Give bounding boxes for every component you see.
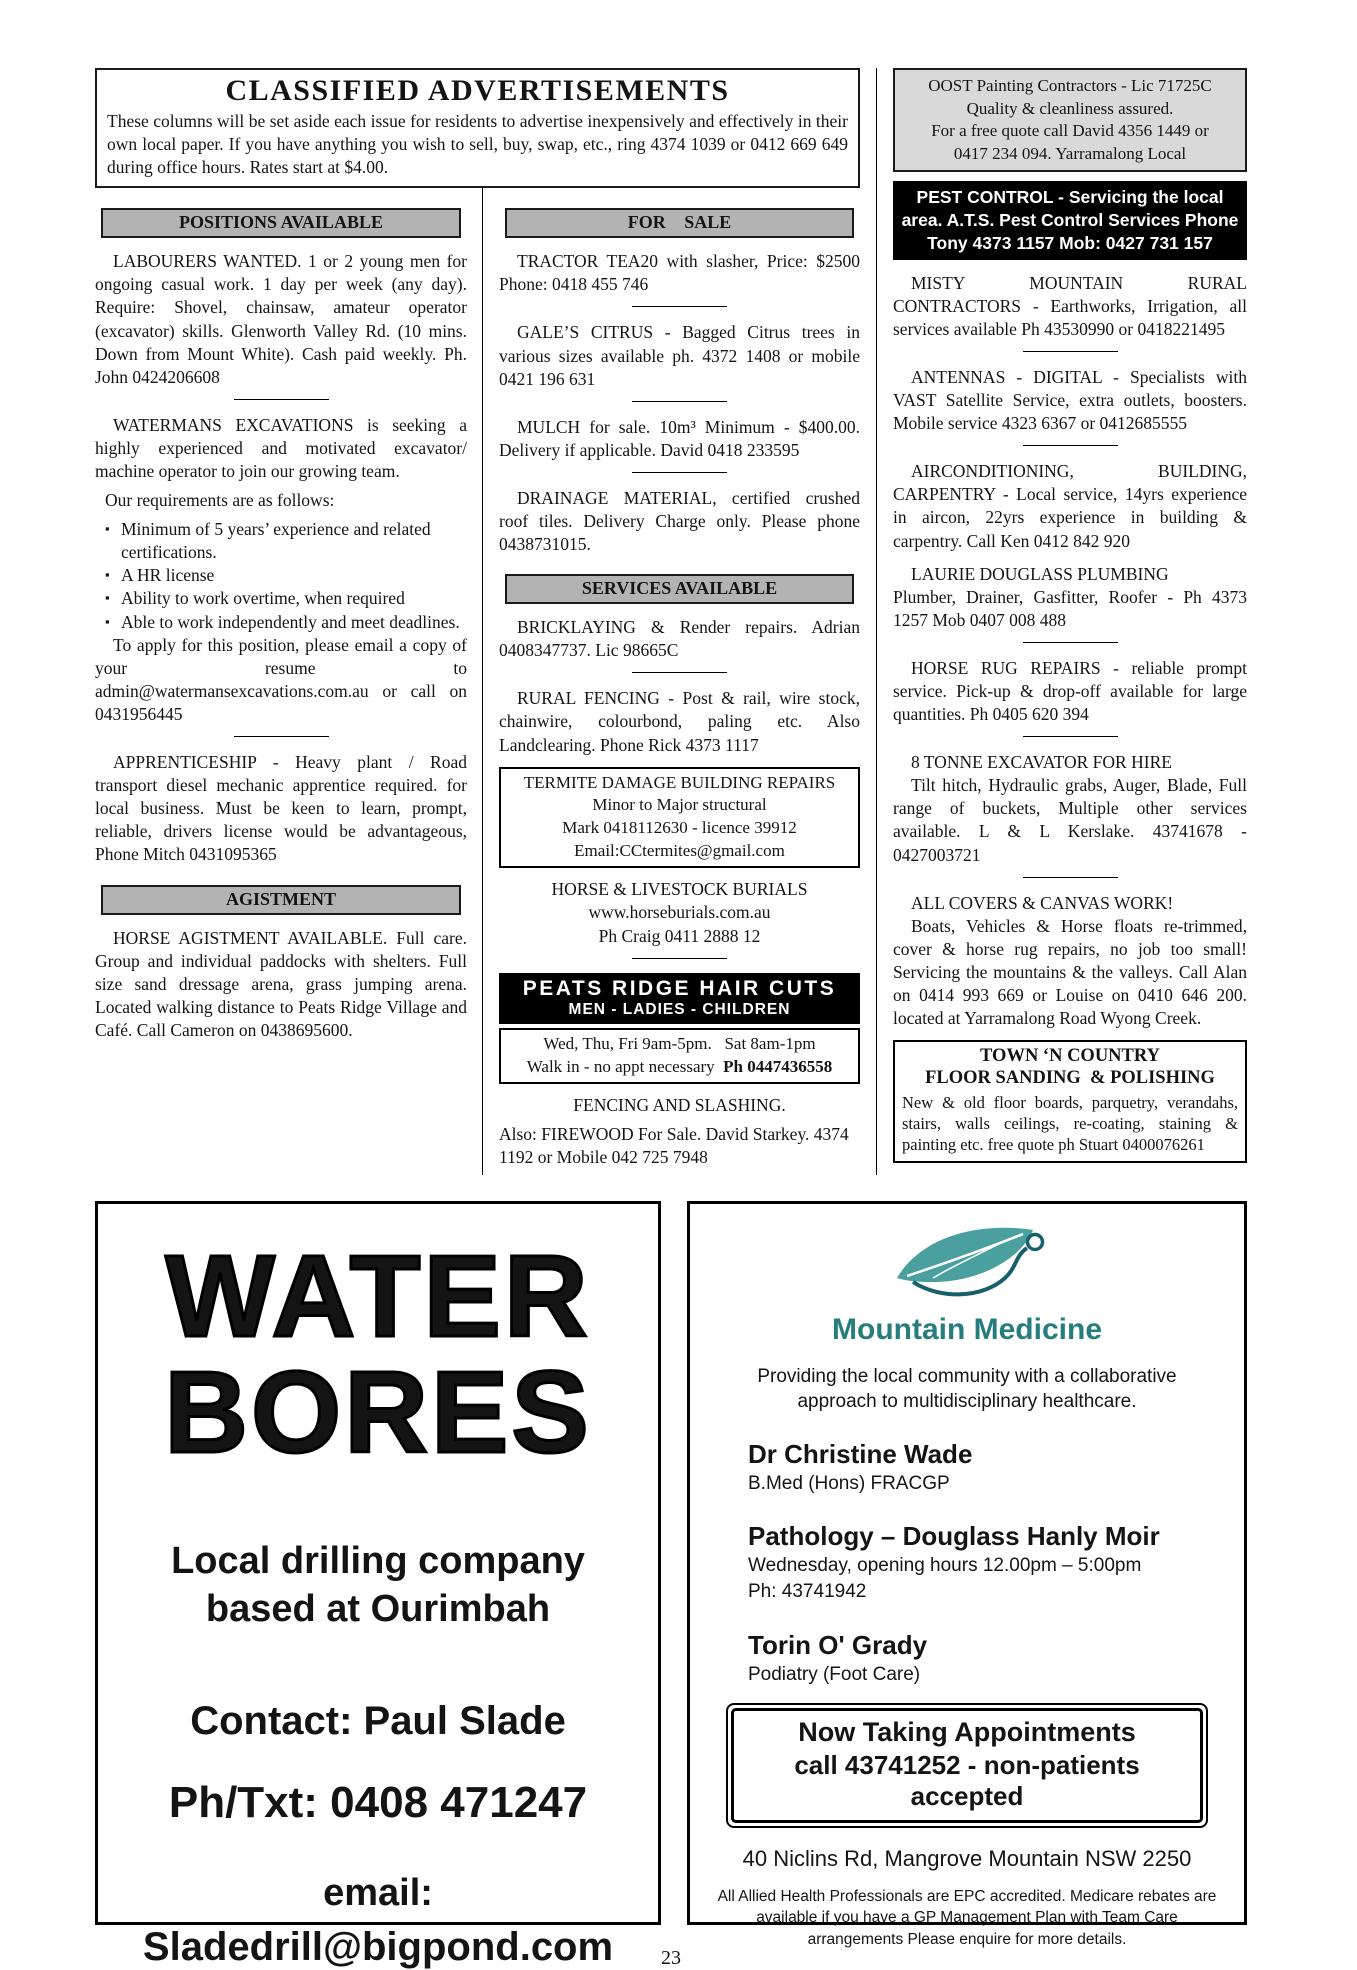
haircuts-title: PEATS RIDGE HAIR CUTS [522,977,837,1001]
ad-separator [632,306,727,307]
oost-line-4: 0417 234 094. Yarramalong Local [953,143,1187,163]
floor-title-2: FLOOR SANDING & POLISHING [925,1068,1215,1089]
pest-line-2: area. A.T.S. Pest Control Services Phone [901,210,1239,231]
appointments-title: Now Taking Appointments [798,1716,1136,1747]
ad-horse-burials [499,878,860,948]
provider-gp-cred: B.Med (Hons) FRACGP [748,1472,950,1494]
haircuts-walkin: Walk in - no appt necessary [526,1056,724,1076]
termite-line-1: TERMITE DAMAGE BUILDING REPAIRS [523,772,836,792]
classifieds-masthead [95,68,860,188]
ad-watermans-req-2: ▪ A HR license [95,564,467,587]
water-bores-email: Sladedrill@bigpond.com [142,1925,614,1970]
ad-water-bores [95,1201,661,1970]
ad-watermans-req-4: ▪ Able to work independently and meet deadlines. [95,611,467,634]
ad-tractor: TRACTOR TEA20 with slasher, Price: $2500 Phone: 0418 455 746 [499,251,860,295]
ad-separator [234,736,329,737]
provider-gp-name: Dr Christine Wade [748,1438,973,1469]
ad-separator [632,401,727,402]
ad-covers-heading: ALL COVERS & CANVAS WORK! [911,892,1174,913]
water-bores-title-1: WATER [165,1231,591,1362]
ad-horse-rug: HORSE RUG REPAIRS - reliable prompt service. Pick-up & drop-off available for large quantities. Ph 0405 620 394 [893,657,1247,725]
classifieds-left-group [95,68,860,1175]
oost-line-2: Quality & cleanliness assured. [966,98,1174,118]
section-header-services: SERVICES AVAILABLE [505,574,854,604]
appointments-box [726,1703,1208,1828]
ad-watermans-req-label: Our requirements are as follows: [105,490,335,511]
ad-separator [1023,445,1118,446]
provider-podiatry-detail: Podiatry (Foot Care) [748,1663,921,1685]
ad-separator [632,672,727,673]
ad-apprenticeship: APPRENTICESHIP - Heavy plant / Road transport diesel mechanic apprentice required. for local business. Must be keen to learn, prompt, reliable, drivers license would be advantageous, Phone Mitch 0431095365 [95,752,467,865]
haircuts-walkin-line [503,1056,856,1079]
ad-separator [1023,351,1118,352]
ad-haircuts-hours-box [499,1028,860,1084]
ad-gales-citrus: GALE’S CITRUS - Bagged Citrus trees in various sizes available ph. 4372 1408 or mobile 0421 196 631 [499,322,860,389]
ad-horse-agistment: HORSE AGISTMENT AVAILABLE. Full care. Group and individual paddocks with shelters. Full size sand dressage arena, grass jumping arena. Located walking distance to Peats Ridge Village and Café. Call Cameron on 0438695600. [95,927,467,1040]
ad-plumbing-body: Plumber, Drainer, Gasfitter, Roofer - Ph 4373 1257 Mob 0407 008 488 [893,586,1247,630]
provider-gp [748,1439,1160,1496]
provider-pathology-hours: Wednesday, opening hours 12.00pm – 5:00pm [748,1555,1142,1577]
termite-line-4: Email:CCtermites@gmail.com [574,840,785,860]
water-bores-phone: Ph/Txt: 0408 471247 [168,1778,588,1828]
ad-bricklaying: BRICKLAYING & Render repairs. Adrian 0408347737. Lic 98665C [499,617,860,661]
ad-excavator-body: Tilt hitch, Hydraulic grabs, Auger, Blade, Full range of buckets, Multiple other services available. L & L Kerslake. 43741678 - 0427003721 [893,775,1247,865]
ad-watermans-req-3: ▪ Ability to work overtime, when required [95,587,467,610]
oost-line-1: OOST Painting Contractors - Lic 71725C [928,76,1212,95]
ad-separator [1023,877,1118,878]
floor-body: New & old floor boards, parquetry, verandahs, stairs, walls ceilings, re-coating, staining & painting etc. free quote ph Stuart 0400076261 [902,1092,1238,1155]
haircuts-phone: Ph 0447436558 [723,1056,833,1076]
provider-list [716,1439,1160,1697]
ad-separator [234,399,329,400]
section-header-agistment: AGISTMENT [101,885,461,915]
ad-separator [1023,642,1118,643]
newspaper-page [95,68,1247,1970]
burials-line-3: Ph Craig 0411 2888 12 [598,925,761,946]
appointments-detail: call 43741252 - non-patients accepted [794,1749,1140,1811]
section-header-for-sale: FOR SALE [505,208,854,238]
mountain-medicine-address: 40 Niclins Rd, Mangrove Mountain NSW 2250 [742,1845,1192,1871]
pest-line-1: PEST CONTROL - Servicing the local [916,187,1224,208]
ad-fencing-slashing-body: Also: FIREWOOD For Sale. David Starkey. 4374 1192 or Mobile 042 725 7948 [499,1124,849,1168]
provider-podiatry-name: Torin O' Grady [748,1629,928,1660]
classifieds-intro-text: These columns will be set aside each issue for residents to advertise inexpensively and effectively in their own local paper. If you have anything you wish to sell, buy, swap, etc., ring 4374 1039 or 0412 669 649 during office hours. Rates start at $4.00. [107,111,848,177]
ad-separator [632,958,727,959]
ad-oost-painting-box [893,68,1247,172]
classified-columns [95,188,860,1175]
water-bores-title-2: BORES [164,1347,592,1478]
section-header-positions: POSITIONS AVAILABLE [101,208,461,238]
ad-covers-body: Boats, Vehicles & Horse floats re-trimmed, cover & horse rug repairs, no job too small! Servicing the mountains & the valleys. Call Alan on 0414 993 669 or Louise on 0410 646 200. located at Yarramalong Road Wyong Creek. [893,915,1247,1029]
mountain-medicine-logo [883,1220,1051,1311]
ad-termite-repairs-box [499,767,860,868]
ad-excavator-heading: 8 TONNE EXCAVATOR FOR HIRE [911,752,1172,773]
classifieds-title: CLASSIFIED ADVERTISEMENTS [225,74,730,107]
haircuts-subtitle: MEN - LADIES - CHILDREN [568,1001,791,1019]
water-bores-contact: Contact: Paul Slade [190,1699,566,1744]
burials-line-2: www.horseburials.com.au [588,902,771,923]
ad-watermans-intro: WATERMANS EXCAVATIONS is seeking a highly experienced and motivated excavator/ machine operator to join our growing team. [95,414,467,481]
ad-rural-fencing: RURAL FENCING - Post & rail, wire stock, chainwire, colourbond, paling etc. Also Landclearing. Phone Rick 4373 1117 [499,688,860,755]
classifieds-section [95,68,1247,1175]
provider-pathology [748,1521,1160,1604]
mountain-medicine-name: Mountain Medicine [832,1313,1102,1347]
termite-line-2: Minor to Major structural [592,795,767,815]
column-positions [95,188,482,1175]
burials-line-1: HORSE & LIVESTOCK BURIALS [551,878,808,899]
provider-podiatry [748,1630,1160,1687]
ad-haircuts-header [499,973,860,1024]
mountain-medicine-intro: Providing the local community with a collaborative approach to multidisciplinary healthcare. [757,1366,1177,1412]
floor-title-1: TOWN ‘N COUNTRY [980,1046,1160,1067]
column-divider [876,68,877,1175]
column-services-right [893,68,1247,1175]
ad-plumbing-heading: LAURIE DOUGLASS PLUMBING [911,563,1169,584]
ad-watermans-apply: To apply for this position, please email a copy of your resume to admin@watermansexcavations.com.au or call on 0431956445 [95,634,467,724]
water-bores-email-label: email: [323,1872,433,1915]
ad-antennas: ANTENNAS - DIGITAL - Specialists with VAST Satellite Service, extra outlets, boosters. Mobile service 4323 6367 or 0412685555 [893,366,1247,434]
appointments-box-inner [731,1708,1203,1823]
oost-line-3: For a free quote call David 4356 1449 or [931,121,1209,141]
column-for-sale [483,188,860,1175]
ad-separator [632,472,727,473]
ad-pest-control-box [893,181,1247,259]
provider-pathology-name: Pathology – Douglass Hanly Moir [748,1521,1160,1552]
ad-floor-sanding-box [893,1040,1247,1163]
ad-mountain-medicine [687,1201,1247,1948]
ad-fencing-slashing-heading: FENCING AND SLASHING. [573,1094,786,1115]
ad-mulch: MULCH for sale. 10m³ Minimum - $400.00. Delivery if applicable. David 0418 233595 [499,416,860,460]
ad-watermans-req-1: ▪ Minimum of 5 years’ experience and related certifications. [95,518,467,564]
pest-line-3: Tony 4373 1157 Mob: 0427 731 157 [927,232,1213,253]
ad-labourers-wanted: LABOURERS WANTED. 1 or 2 young men for ongoing casual work. 1 day per week (any day). Require: Shovel, chainsaw, amateur operator (excavator) skills. Glenworth Valley Rd. (10 mins. Down from Mount White). Cash paid weekly. Ph. John 0424206608 [95,251,467,387]
page-number: 23 [661,1947,681,1970]
mountain-medicine-footnote: All Allied Health Professionals are EPC accredited. Medicare rebates are available if you have a GP Management Plan with Team Care arrangements Please enquire for more details. [717,1887,1217,1948]
haircuts-hours: Wed, Thu, Fri 9am-5pm. Sat 8am-1pm [543,1034,816,1054]
ad-misty-mountain: MISTY MOUNTAIN RURAL CONTRACTORS - Earthworks, Irrigation, all services available Ph 43530990 or 0418221495 [893,272,1247,339]
ad-drainage: DRAINAGE MATERIAL, certified crushed roof tiles. Delivery Charge only. Please phone 0438731015. [499,487,860,555]
ad-separator [1023,736,1118,737]
water-bores-tagline: Local drilling company based at Ourimbah [171,1540,585,1630]
ad-airconditioning: AIRCONDITIONING, BUILDING, CARPENTRY - Local service, 14yrs experience in aircon, 22yrs experience in building & carpentry. Call Ken 0412 842 920 [893,461,1247,551]
termite-line-3: Mark 0418112630 - licence 39912 [562,818,797,838]
provider-pathology-phone: Ph: 43741942 [748,1581,867,1603]
